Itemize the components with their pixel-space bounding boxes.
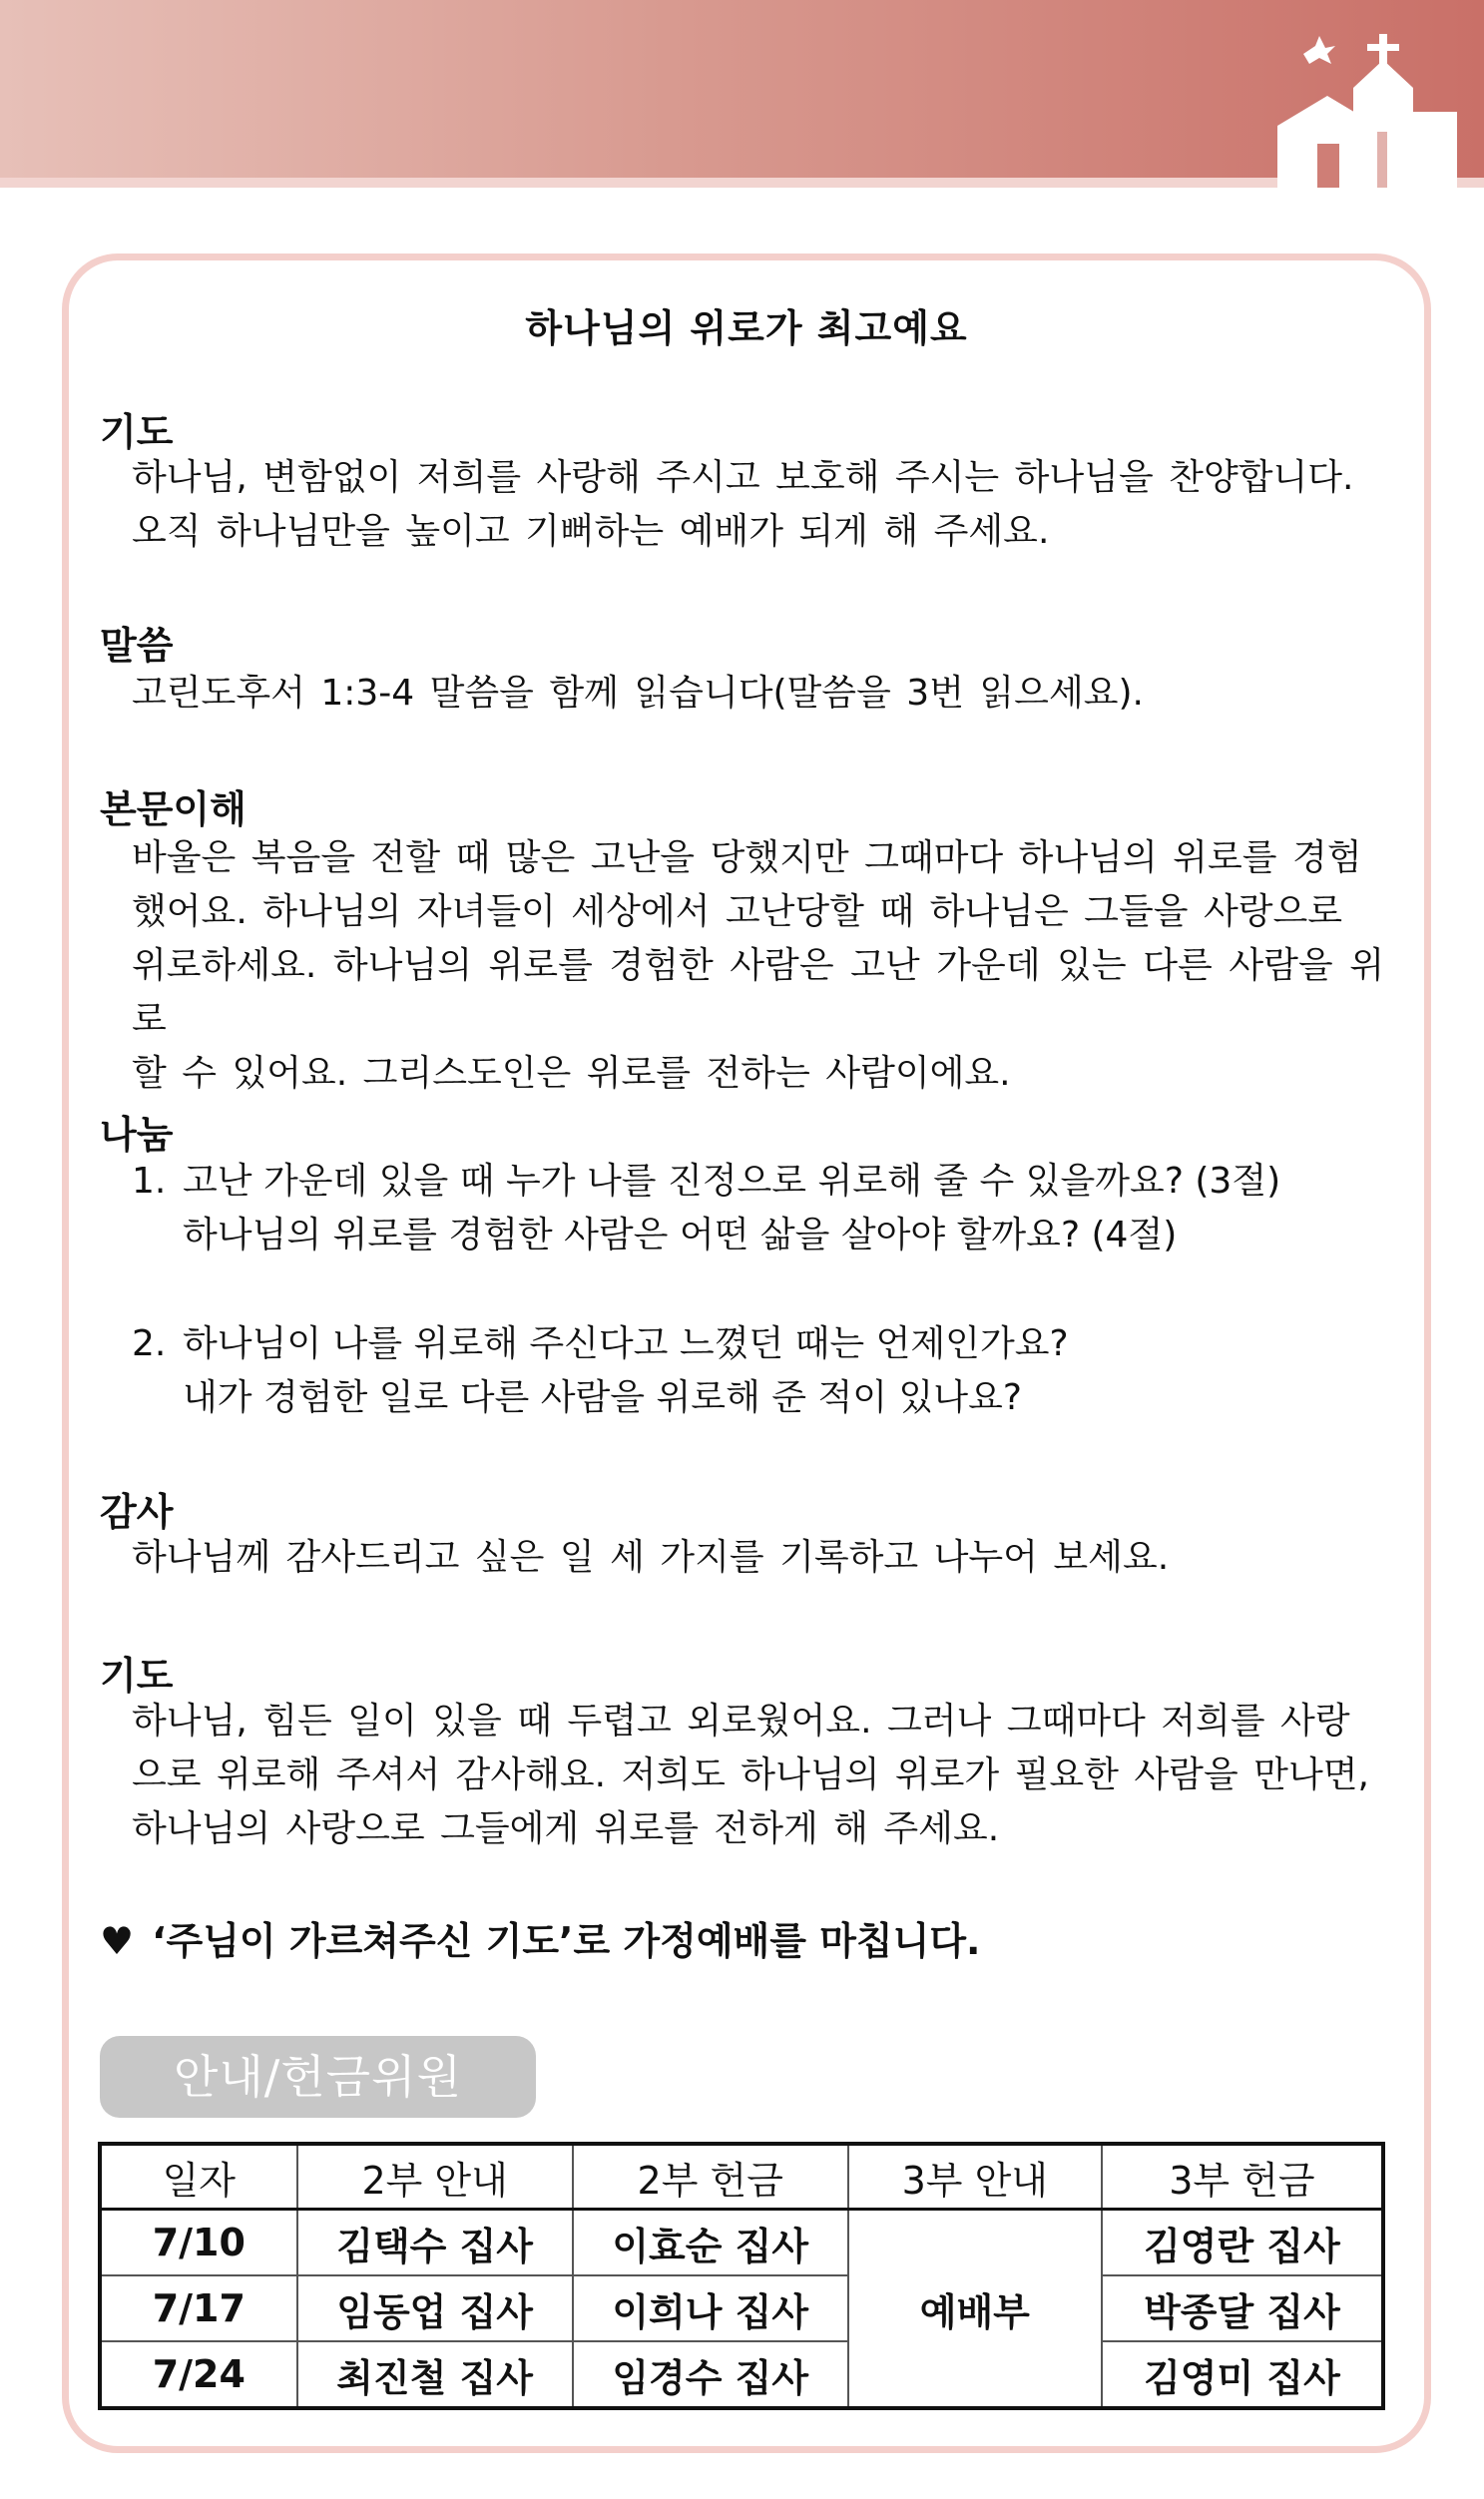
question-line: 고난 가운데 있을 때 누가 나를 진정으로 위로해 줄 수 있을까요? (3절) (183, 1161, 1281, 1202)
understanding-line: 바울은 복음을 전할 때 많은 고난을 당했지만 그때마다 하나님의 위로를 경험 (132, 837, 1362, 878)
offering-2-cell: 임경수 집사 (573, 2341, 848, 2408)
word-text (132, 667, 1384, 721)
closing-prayer-line: 하나님의 사랑으로 그들에게 위로를 전하게 해 주세요. (132, 1808, 1000, 1849)
column-header: 일자 (100, 2144, 297, 2210)
word-line: 고린도후서 1:3-4 말씀을 함께 읽습니다(말씀을 3번 읽으세요). (132, 673, 1145, 714)
guide-2-cell: 최진철 집사 (297, 2341, 573, 2408)
heart-icon: ♥ (100, 1919, 135, 1963)
offering-3-cell: 박종달 집사 (1102, 2275, 1383, 2341)
prayer-line: 하나님, 변함없이 저희를 사랑해 주시고 보호해 주시는 하나님을 찬양합니다. (132, 457, 1354, 498)
section-heading-prayer-closing: 기도 (100, 1654, 174, 1698)
table-header-row (100, 2144, 1383, 2210)
section-heading-thanks: 감사 (100, 1490, 174, 1534)
closing-prayer-line: 하나님, 힘든 일이 있을 때 두렵고 외로웠어요. 그러나 그때마다 저희를 사랑 (132, 1701, 1350, 1742)
header-divider (0, 178, 1484, 188)
guide-2-cell: 임동업 집사 (297, 2275, 573, 2341)
date-cell: 7/17 (100, 2275, 297, 2341)
understanding-line: 했어요. 하나님의 자녀들이 세상에서 고난당할 때 하나님은 그들을 사랑으로 (132, 891, 1343, 932)
thanks-line: 하나님께 감사드리고 싶은 일 세 가지를 기록하고 나누어 보세요. (132, 1537, 1170, 1578)
table-row (100, 2275, 1383, 2341)
column-header: 3부 안내 (848, 2144, 1102, 2210)
church-icon (1267, 16, 1467, 188)
offering-3-cell: 김영미 집사 (1102, 2341, 1383, 2408)
section-heading-word: 말씀 (100, 624, 174, 668)
guide-3-cell: 예배부 (848, 2210, 1102, 2409)
table-row (100, 2210, 1383, 2276)
question-line: 하나님이 나를 위로해 주신다고 느꼈던 때는 언제인가요? (183, 1323, 1069, 1364)
column-header: 2부 안내 (297, 2144, 573, 2210)
understanding-line: 할 수 있어요. 그리스도인은 위로를 전하는 사람이에요. (132, 1053, 1011, 1094)
guide-2-cell: 김택수 집사 (297, 2210, 573, 2276)
question-text (183, 1317, 1380, 1425)
prayer-text (132, 451, 1384, 559)
question-number: 2. (132, 1323, 167, 1364)
understanding-line: 위로하세요. 하나님의 위로를 경험한 사람은 고난 가운데 있는 다른 사람을 위로 (132, 945, 1384, 1040)
date-cell: 7/10 (100, 2210, 297, 2276)
question-line: 하나님의 위로를 경험한 사람은 어떤 삶을 살아야 할까요? (4절) (183, 1215, 1178, 1255)
question-number: 1. (132, 1161, 167, 1202)
column-header: 3부 헌금 (1102, 2144, 1383, 2210)
table-row (100, 2341, 1383, 2408)
closing-note (100, 1910, 980, 1965)
section-heading-understanding: 본문이해 (100, 787, 247, 831)
section-heading-sharing: 나눔 (100, 1113, 174, 1157)
understanding-text (132, 831, 1384, 1101)
offering-3-cell: 김영란 집사 (1102, 2210, 1383, 2276)
date-cell: 7/24 (100, 2341, 297, 2408)
closing-prayer-text (132, 1695, 1384, 1856)
offering-2-cell: 이효순 집사 (573, 2210, 848, 2276)
closing-text: ‘주님이 가르쳐주신 기도’로 가정예배를 마칩니다. (152, 1919, 981, 1963)
section-heading-prayer: 기도 (100, 410, 174, 454)
header-band (0, 0, 1484, 178)
question-line: 내가 경험한 일로 다른 사람을 위로해 준 적이 있나요? (183, 1377, 1022, 1418)
page-title: 하나님의 위로가 최고예요 (525, 306, 968, 350)
column-header: 2부 헌금 (573, 2144, 848, 2210)
prayer-line: 오직 하나님만을 높이고 기뻐하는 예배가 되게 해 주세요. (132, 511, 1050, 552)
committee-label: 안내/헌금위원 (100, 2036, 536, 2118)
committee-table (98, 2142, 1385, 2410)
closing-prayer-line: 으로 위로해 주셔서 감사해요. 저희도 하나님의 위로가 필요한 사람을 만나면, (132, 1754, 1369, 1795)
thanks-text (132, 1531, 1384, 1585)
offering-2-cell: 이희나 집사 (573, 2275, 848, 2341)
question-text (183, 1155, 1380, 1262)
